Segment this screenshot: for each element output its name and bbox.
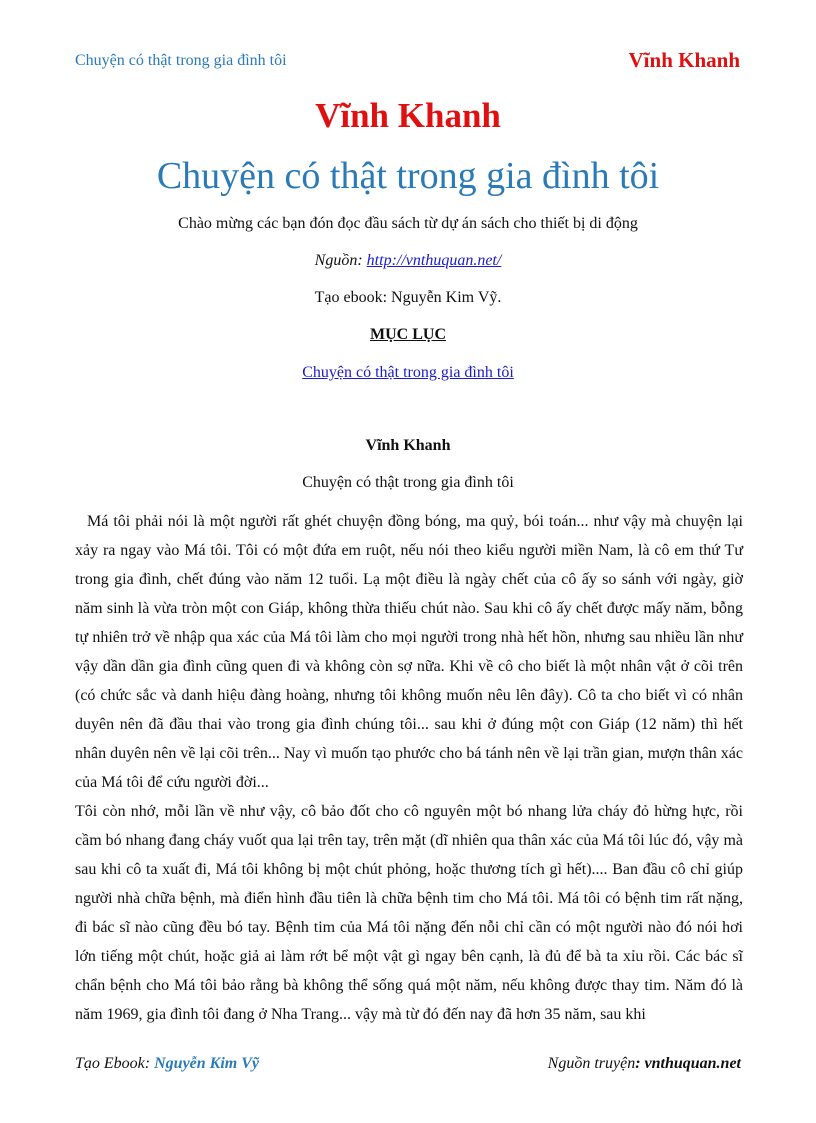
- book-title: Chuyện có thật trong gia đình tôi: [156, 155, 660, 197]
- section-author: Vĩnh Khanh: [365, 437, 451, 454]
- ebook-credit: Tạo ebook: Nguyễn Kim Vỹ.: [314, 289, 502, 306]
- footer-ebook-label: Tạo Ebook: [75, 1055, 145, 1072]
- intro-text: Chào mừng các bạn đón đọc đầu sách từ dự án sách cho thiết bị di động: [178, 215, 638, 232]
- section-title: Chuyện có thật trong gia đình tôi: [302, 474, 514, 491]
- toc-heading: MỤC LỤC: [370, 326, 446, 343]
- footer-source-site: vnthuquan.net: [644, 1055, 741, 1072]
- source-line: [0, 252, 816, 270]
- toc-item-link[interactable]: Chuyện có thật trong gia đình tôi: [302, 364, 514, 381]
- story-paragraph: Má tôi phải nói là một người rất ghét chuyện đồng bóng, ma quỷ, bói toán... như vậy mà chuyện lại xảy ra ngay vào Má tôi. Tôi có một đứa em ruột, nếu nói theo kiểu người miền Nam, là cô em thứ Tư trong gia đình, chết đúng vào năm 12 tuổi. Lạ một điều là ngày chết của cô ấy so sánh với ngày, giờ năm sinh là vừa tròn một con Giáp, không thừa thiếu chút nào. Sau khi cô ấy chết được mấy năm, bỗng tự nhiên trở về nhập qua xác của Má tôi làm cho mọi người trong nhà hết hồn, nhưng sau nhiều lần như vậy dần dần gia đình cũng quen đi và không còn sợ nữa. Khi về cô cho biết là một nhân vật ở cõi trên (có chức sắc và danh hiệu đàng hoàng, nhưng tôi không muốn nêu lên đây). Cô ta cho biết vì có nhân duyên nên đã đầu thai vào trong gia đình chúng tôi... sau khi ở đúng một con Giáp (12 năm) thì hết nhân duyên nên về lại cõi trên... Nay vì muốn tạo phước cho bá tánh nên về lại trần gian, mượn thân xác của Má tôi để cứu người đời...: [75, 513, 743, 791]
- footer-ebook-name: Nguyễn Kim Vỹ: [154, 1055, 259, 1072]
- footer-source-credit: [548, 1055, 741, 1073]
- book-author: Vĩnh Khanh: [315, 96, 501, 135]
- footer-separator: :: [635, 1055, 645, 1072]
- story-body: [75, 507, 743, 1029]
- footer-separator: :: [144, 1055, 155, 1072]
- source-link[interactable]: http://vnthuquan.net/: [366, 252, 502, 269]
- footer-ebook-credit: [75, 1055, 259, 1073]
- footer-source-label: Nguồn truyện: [547, 1055, 636, 1072]
- story-paragraph: Tôi còn nhớ, mỗi lần về như vậy, cô bảo đốt cho cô nguyên một bó nhang lửa cháy đỏ hừng hực, rồi cầm bó nhang đang cháy vuốt qua lại trên tay, trên mặt (dĩ nhiên qua thân xác của Má tôi lúc đó, vậy mà sau khi cô ta xuất đi, Má tôi không bị một chút phỏng, hoặc thương tích gì hết).... Ban đầu cô chỉ giúp người nhà chữa bệnh, mà điển hình đầu tiên là chữa bệnh tim cho Má tôi. Má tôi có bệnh tim rất nặng, đi bác sĩ nào cũng đều bó tay. Bệnh tim của Má tôi nặng đến nỗi chỉ cần có một người nào đó nói hơi lớn tiếng một chút, hoặc giả ai làm rớt bể một vật gì ngay bên cạnh, là đủ để bà ta xỉu rồi. Các bác sĩ chẩn bệnh cho Má tôi bảo rằng bà không thể sống quá một năm, nếu không được thay tim. Năm đó là năm 1969, gia đình tôi đang ở Nha Trang... vậy mà từ đó đến nay đã hơn 35 năm, sau khi: [75, 803, 743, 1023]
- source-label: Nguồn:: [314, 252, 367, 269]
- running-header-title: Chuyện có thật trong gia đình tôi: [75, 52, 287, 69]
- running-header-author: Vĩnh Khanh: [628, 48, 740, 72]
